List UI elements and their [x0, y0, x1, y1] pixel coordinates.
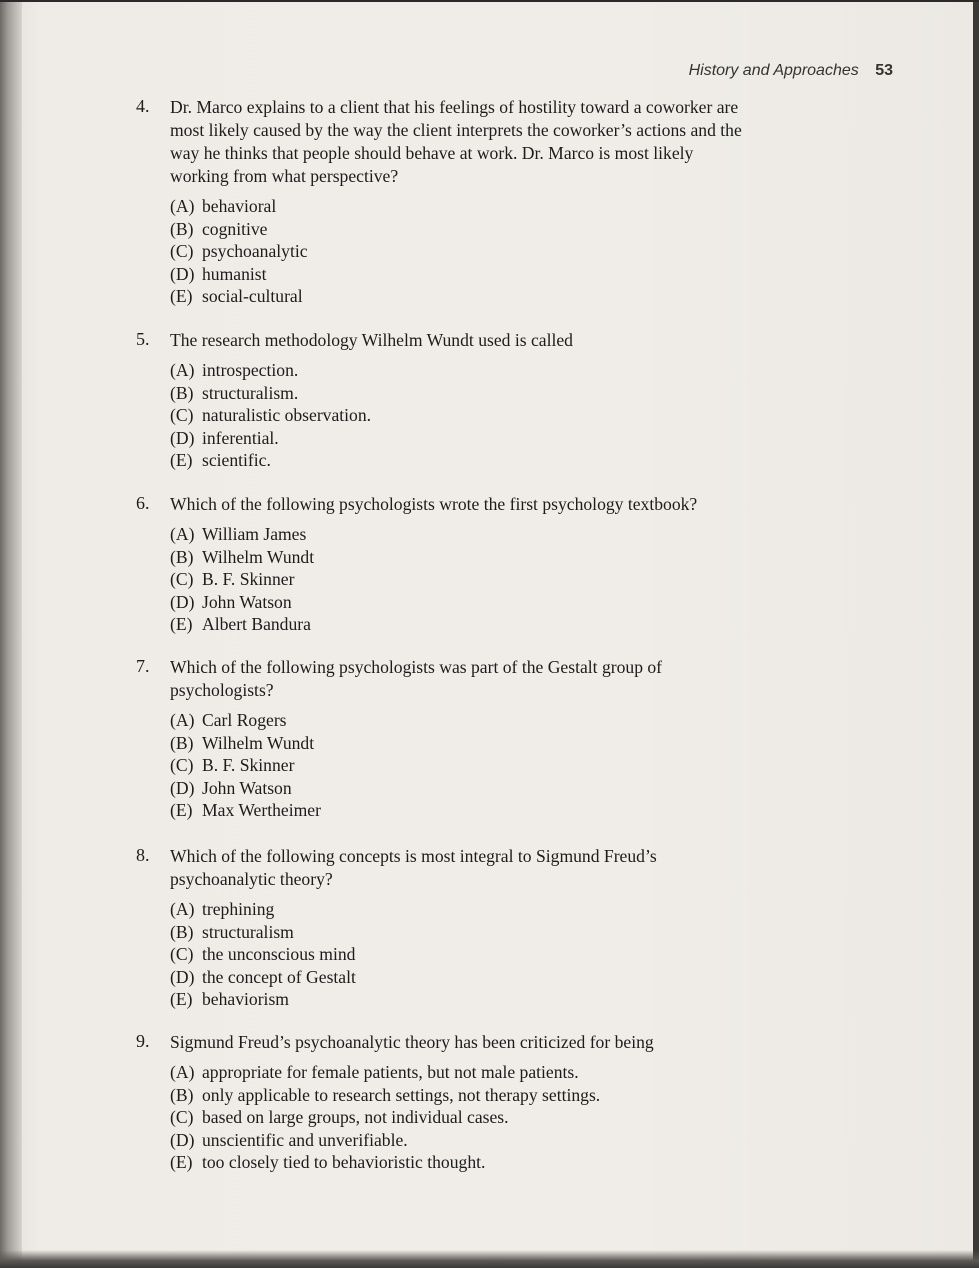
choice-letter: (C)	[170, 944, 194, 965]
answer-choice	[170, 591, 756, 614]
page-number: 53	[875, 62, 893, 79]
choice-letter: (D)	[170, 263, 195, 284]
answer-choice	[170, 898, 756, 921]
answer-choices	[170, 359, 756, 472]
choice-letter: (D)	[170, 777, 195, 798]
answer-choice	[170, 709, 756, 732]
answer-choice	[170, 285, 756, 308]
answer-choice	[170, 1129, 756, 1152]
page-edge	[973, 2, 979, 1268]
answer-choice	[170, 263, 756, 286]
choice-text: John Watson	[202, 591, 292, 612]
question-8	[136, 845, 756, 1011]
question-stem: Sigmund Freud’s psychoanalytic theory has been criticized for being	[170, 1032, 654, 1052]
choice-letter: (A)	[170, 899, 195, 919]
question-number: 9.	[136, 1031, 150, 1051]
answer-choice	[170, 382, 756, 405]
choice-letter: (E)	[170, 286, 193, 307]
answer-choice	[170, 1084, 756, 1107]
choice-text: unscientific and unverifiable.	[202, 1129, 408, 1150]
choice-letter: (B)	[170, 218, 194, 239]
book-spine-shadow	[0, 2, 22, 1268]
answer-choices	[170, 195, 756, 308]
question-6	[136, 493, 756, 636]
question-stem: Which of the following concepts is most integral to Sigmund Freud’s psychoanalytic theory?	[170, 846, 657, 889]
answer-choice	[170, 988, 756, 1011]
answer-choice	[170, 754, 756, 777]
choice-text: Wilhelm Wundt	[202, 546, 315, 567]
choice-text: the concept of Gestalt	[202, 966, 356, 987]
choice-text: social-cultural	[202, 286, 303, 307]
choice-text: behaviorism	[202, 989, 289, 1010]
choice-letter: (B)	[170, 382, 194, 403]
choice-text: Wilhelm Wundt	[202, 732, 315, 753]
choice-letter: (D)	[170, 427, 195, 448]
answer-choice	[170, 449, 756, 472]
question-5	[136, 329, 756, 472]
choice-text: only applicable to research settings, not therapy settings.	[202, 1084, 601, 1105]
answer-choice	[170, 195, 756, 218]
choice-letter: (C)	[170, 1107, 194, 1128]
choice-letter: (C)	[170, 405, 194, 426]
answer-choice	[170, 799, 756, 822]
answer-choice	[170, 613, 756, 636]
choice-letter: (B)	[170, 921, 194, 942]
choice-text: Max Wertheimer	[202, 800, 321, 821]
choice-letter: (D)	[170, 591, 195, 612]
question-number: 4.	[136, 96, 150, 116]
choice-text: behavioral	[202, 196, 277, 216]
question-number: 7.	[136, 656, 150, 676]
answer-choice	[170, 218, 756, 241]
choice-text: the unconscious mind	[202, 944, 356, 965]
question-stem: Which of the following psychologists was part of the Gestalt group of psychologists?	[170, 657, 663, 700]
choice-text: B. F. Skinner	[202, 569, 295, 590]
choice-text: appropriate for female patients, but not male patients.	[202, 1062, 579, 1082]
answer-choice	[170, 240, 756, 263]
choice-text: structuralism	[202, 921, 294, 942]
choice-text: naturalistic observation.	[202, 405, 372, 426]
answer-choice	[170, 1106, 756, 1129]
choice-text: John Watson	[202, 777, 292, 798]
answer-choice	[170, 427, 756, 450]
answer-choices	[170, 523, 756, 636]
question-7	[136, 656, 756, 822]
answer-choice	[170, 568, 756, 591]
choice-text: scientific.	[202, 450, 271, 471]
answer-choice	[170, 546, 756, 569]
choice-letter: (B)	[170, 546, 194, 567]
section-title: History and Approaches	[688, 62, 859, 79]
answer-choice	[170, 359, 756, 382]
choice-text: William James	[202, 524, 307, 544]
choice-letter: (A)	[170, 710, 195, 730]
choice-letter: (E)	[170, 450, 193, 471]
answer-choice	[170, 523, 756, 546]
choice-letter: (B)	[170, 732, 194, 753]
answer-choice	[170, 943, 756, 966]
choice-text: humanist	[202, 263, 267, 284]
choice-letter: (E)	[170, 614, 193, 635]
question-number: 5.	[136, 329, 150, 349]
question-4	[136, 96, 756, 308]
choice-text: B. F. Skinner	[202, 755, 295, 776]
choice-letter: (C)	[170, 569, 194, 590]
answer-choice	[170, 777, 756, 800]
choice-letter: (A)	[170, 360, 195, 380]
choice-text: trephining	[202, 899, 275, 919]
question-9	[136, 1031, 756, 1174]
answer-choices	[170, 898, 756, 1011]
answer-choices	[170, 709, 756, 822]
choice-letter: (D)	[170, 1129, 195, 1150]
answer-choices	[170, 1061, 756, 1174]
question-stem: Dr. Marco explains to a client that his feelings of hostility toward a coworker are most likely caused by the way the client interprets the coworker’s actions and the way he thinks that people should behave at work. Dr. Marco is most likely working from what perspective?	[170, 97, 742, 186]
question-number: 8.	[136, 845, 150, 865]
answer-choice	[170, 1061, 756, 1084]
choice-text: inferential.	[202, 427, 279, 448]
question-stem: Which of the following psychologists wrote the first psychology textbook?	[170, 494, 698, 514]
answer-choice	[170, 966, 756, 989]
choice-letter: (E)	[170, 1152, 193, 1173]
choice-text: structuralism.	[202, 382, 299, 403]
choice-text: Albert Bandura	[202, 614, 311, 635]
choice-letter: (E)	[170, 800, 193, 821]
choice-text: based on large groups, not individual cases.	[202, 1107, 509, 1128]
choice-text: psychoanalytic	[202, 241, 308, 262]
answer-choice	[170, 404, 756, 427]
choice-letter: (D)	[170, 966, 195, 987]
question-number: 6.	[136, 493, 150, 513]
choice-letter: (C)	[170, 241, 194, 262]
choice-letter: (A)	[170, 524, 195, 544]
choice-letter: (B)	[170, 1084, 194, 1105]
answer-choice	[170, 1151, 756, 1174]
choice-text: cognitive	[202, 218, 268, 239]
page-bottom-shadow	[0, 1250, 979, 1268]
running-header	[689, 62, 893, 80]
answer-choice	[170, 732, 756, 755]
choice-text: too closely tied to behavioristic thought.	[202, 1152, 486, 1173]
choice-text: Carl Rogers	[202, 710, 287, 730]
choice-letter: (A)	[170, 196, 195, 216]
question-stem: The research methodology Wilhelm Wundt used is called	[170, 330, 573, 350]
choice-letter: (A)	[170, 1062, 195, 1082]
choice-letter: (E)	[170, 989, 193, 1010]
choice-letter: (C)	[170, 755, 194, 776]
answer-choice	[170, 921, 756, 944]
choice-text: introspection.	[202, 360, 299, 380]
